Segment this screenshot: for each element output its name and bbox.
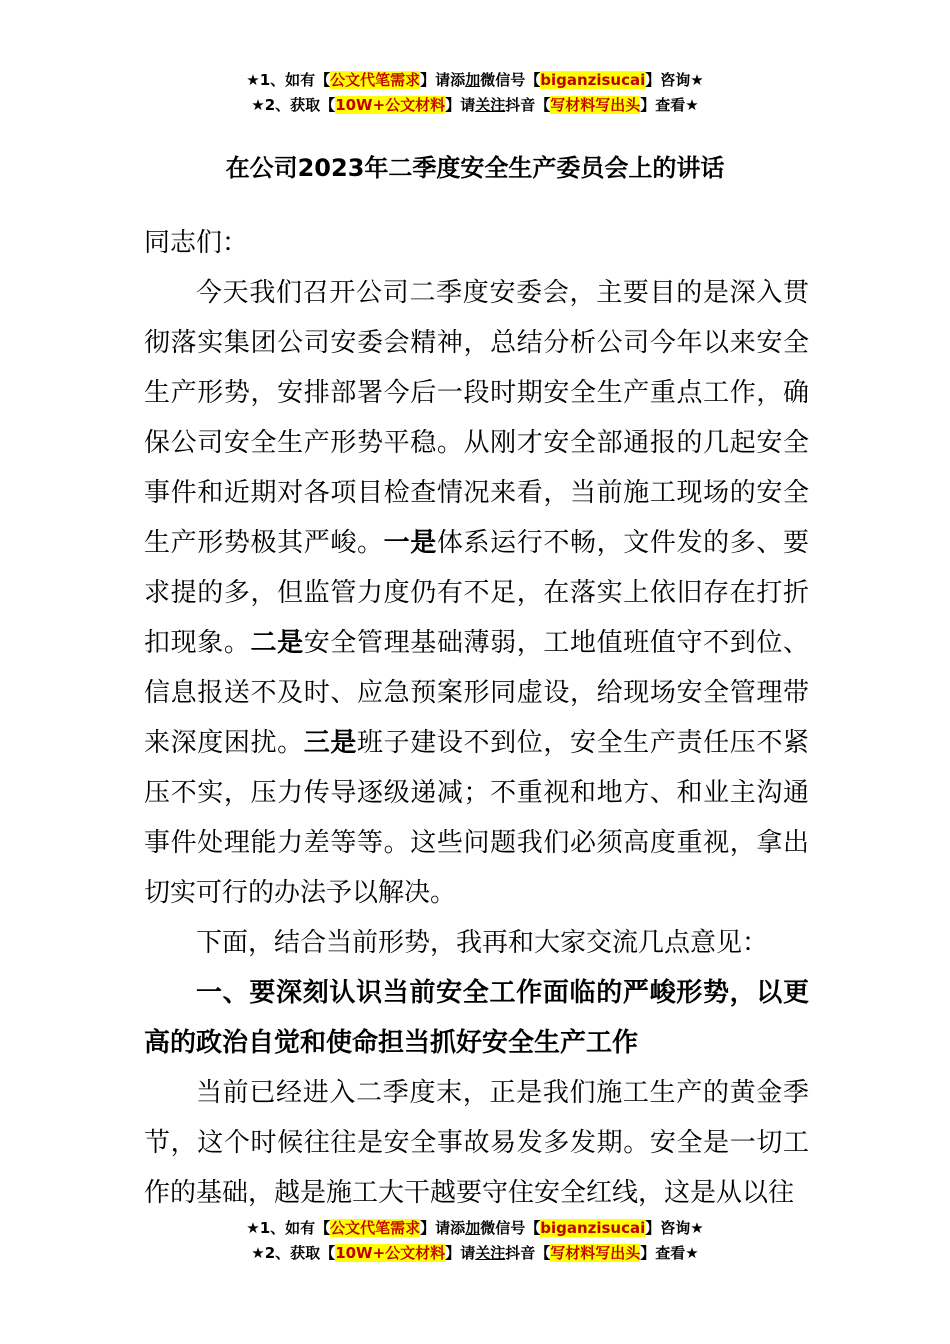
promo-text: ★1、如有【 — [246, 71, 331, 89]
promo-text: 抖音【 — [505, 96, 551, 114]
promo-underlined: 加 — [465, 1219, 481, 1237]
promo-highlight: 公文代笔需求 — [330, 1219, 421, 1237]
paragraph-text: 安全管理基础薄弱，工地值班值守不到位、信息报送不及时、应急预案形同虚设，给现场安全管理带来深度困扰。 — [144, 628, 809, 758]
promo-highlight: 公文代笔需求 — [330, 71, 421, 89]
emphasis-label: 二是 — [250, 628, 304, 658]
promo-text: 】咨询★ — [645, 71, 704, 89]
promo-banner-bottom — [0, 1216, 950, 1266]
promo-highlight: biganzisucai — [540, 71, 646, 89]
document-body — [144, 218, 809, 1218]
promo-text: 】咨询★ — [645, 1219, 704, 1237]
promo-text: 抖音【 — [505, 1244, 551, 1262]
promo-text: ★2、获取【 — [251, 1244, 336, 1262]
promo-text: 】请添 — [420, 71, 466, 89]
promo-text: 】请 — [445, 1244, 476, 1262]
promo-underlined: 关注 — [475, 1244, 506, 1262]
promo-highlight: 写材料写出头 — [550, 1244, 641, 1262]
promo-line-1 — [0, 68, 950, 93]
paragraph-transition: 下面，结合当前形势，我再和大家交流几点意见： — [196, 928, 769, 958]
paragraph-section-1: 当前已经进入二季度末，正是我们施工生产的黄金季节，这个时候往往是安全事故易发多发期。安全是一切工作的基础，越是施工大干越要守住安全红线，这是从以往 — [144, 1078, 809, 1208]
promo-text: 微信号【 — [480, 1219, 541, 1237]
promo-text: 】请 — [445, 96, 476, 114]
emphasis-label: 一是 — [383, 528, 437, 558]
promo-line-1 — [0, 1216, 950, 1241]
promo-line-2 — [0, 93, 950, 118]
promo-underlined: 关注 — [475, 96, 506, 114]
promo-banner-top — [0, 68, 950, 118]
salutation: 同志们： — [144, 228, 249, 258]
promo-text: ★2、获取【 — [251, 96, 336, 114]
paragraph-text: 班子建设不到位，安全生产责任压不紧压不实，压力传导逐级递减；不重视和地方、和业主沟通事件处理能力差等等。这些问题我们必须高度重视，拿出切实可行的办法予以解决。 — [144, 728, 809, 908]
promo-text: 】请添 — [420, 1219, 466, 1237]
promo-underlined: 加 — [465, 71, 481, 89]
promo-highlight: 写材料写出头 — [550, 96, 641, 114]
document-title: 在公司2023年二季度安全生产委员会上的讲话 — [225, 154, 725, 182]
promo-text: 】查看★ — [640, 1244, 699, 1262]
section-heading: 一、要深刻认识当前安全工作面临的严峻形势，以更高的政治自觉和使命担当抓好安全生产工作 — [144, 978, 809, 1058]
promo-text: 微信号【 — [480, 71, 541, 89]
promo-highlight: 10W+公文材料 — [335, 96, 446, 114]
paragraph-text: 今天我们召开公司二季度安委会，主要目的是深入贯彻落实集团公司安委会精神，总结分析公司今年以来安全生产形势，安排部署今后一段时期安全生产重点工作，确保公司安全生产形势平稳。从刚才安全部通报的几起安全事件和近期对各项目检查情况来看，当前施工现场的安全生产形势极其严峻。 — [144, 278, 809, 558]
promo-highlight: biganzisucai — [540, 1219, 646, 1237]
emphasis-label: 三是 — [303, 728, 357, 758]
promo-line-2 — [0, 1241, 950, 1266]
promo-text: ★1、如有【 — [246, 1219, 331, 1237]
promo-text: 】查看★ — [640, 96, 699, 114]
promo-highlight: 10W+公文材料 — [335, 1244, 446, 1262]
paragraph-intro — [144, 268, 809, 918]
paragraph-text: 体系运行不畅，文件发的多、要求提的多，但监管力度仍有不足，在落实上依旧存在打折扣现象。 — [144, 528, 809, 658]
